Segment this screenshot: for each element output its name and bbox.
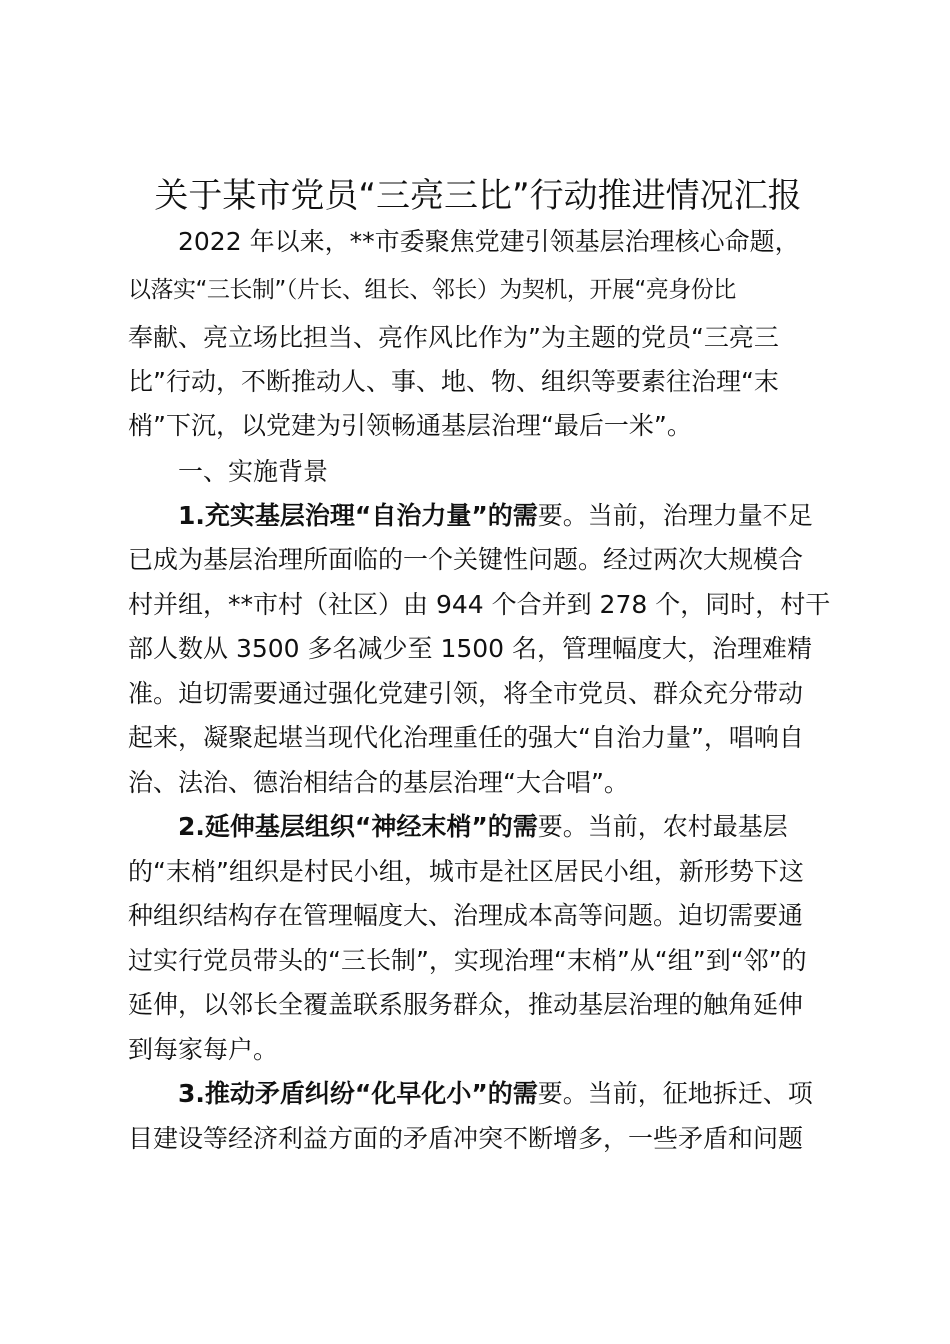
intro-line-1: 2022 年以来，**市委聚焦党建引领基层治理核心命题，: [178, 227, 800, 256]
item2-line-2: 的“末梢”组织是村民小组，城市是社区居民小组，新形势下这: [128, 857, 804, 886]
item1-line-2: 已成为基层治理所面临的一个关键性问题。经过两次大规模合: [128, 545, 804, 574]
item1-first-rest: 要。当前，治理力量不足: [537, 501, 813, 530]
item1-lead: 1.充实基层治理“自治力量”的需: [178, 501, 538, 530]
item3-line-2: 目建设等经济利益方面的矛盾冲突不断增多，一些矛盾和问题: [128, 1124, 804, 1153]
item1-line-6: 起来，凝聚起堪当现代化治理重任的强大“自治力量”，唱响自: [128, 723, 804, 752]
item2-line-6: 到每家每户。: [128, 1035, 279, 1064]
item3-first-rest: 要。当前，征地拆迁、项: [537, 1079, 813, 1108]
intro-line-3: 奉献、亮立场比担当、亮作风比作为”为主题的党员“三亮三: [128, 323, 779, 352]
item1-line-7: 治、法治、德治相结合的基层治理“大合唱”。: [128, 768, 629, 797]
document-title: 关于某市党员“三亮三比”行动推进情况汇报: [154, 176, 802, 216]
item2-lead: 2.延伸基层组织“神经末梢”的需: [178, 812, 538, 841]
item1-line-5: 准。迫切需要通过强化党建引领，将全市党员、群众充分带动: [128, 679, 804, 708]
item1-line-3: 村并组，**市村（社区）由 944 个合并到 278 个，同时，村干: [128, 590, 831, 619]
item1-line-4: 部人数从 3500 多名减少至 1500 名，管理幅度大，治理难精: [128, 634, 813, 663]
intro-line-5: 梢”下沉，以党建为引领畅通基层治理“最后一米”。: [128, 411, 692, 440]
item1-first-line: [178, 496, 813, 536]
item2-line-4: 过实行党员带头的“三长制”，实现治理“末梢”从“组”到“邻”的: [128, 946, 807, 975]
item3-first-line: [178, 1074, 813, 1114]
item3-lead: 3.推动矛盾纠纷“化早化小”的需: [178, 1079, 538, 1108]
item2-line-3: 种组织结构存在管理幅度大、治理成本高等问题。迫切需要通: [128, 901, 804, 930]
item2-line-5: 延伸，以邻长全覆盖联系服务群众，推动基层治理的触角延伸: [128, 990, 804, 1019]
intro-line-2: 以落实“三长制”（片长、组长、邻长）为契机，开展“亮身份比: [128, 277, 736, 303]
section-heading: 一、实施背景: [178, 457, 329, 486]
item2-first-line: [178, 807, 788, 847]
intro-line-4: 比”行动，不断推动人、事、地、物、组织等要素往治理“末: [128, 367, 779, 396]
item2-first-rest: 要。当前，农村最基层: [537, 812, 788, 841]
